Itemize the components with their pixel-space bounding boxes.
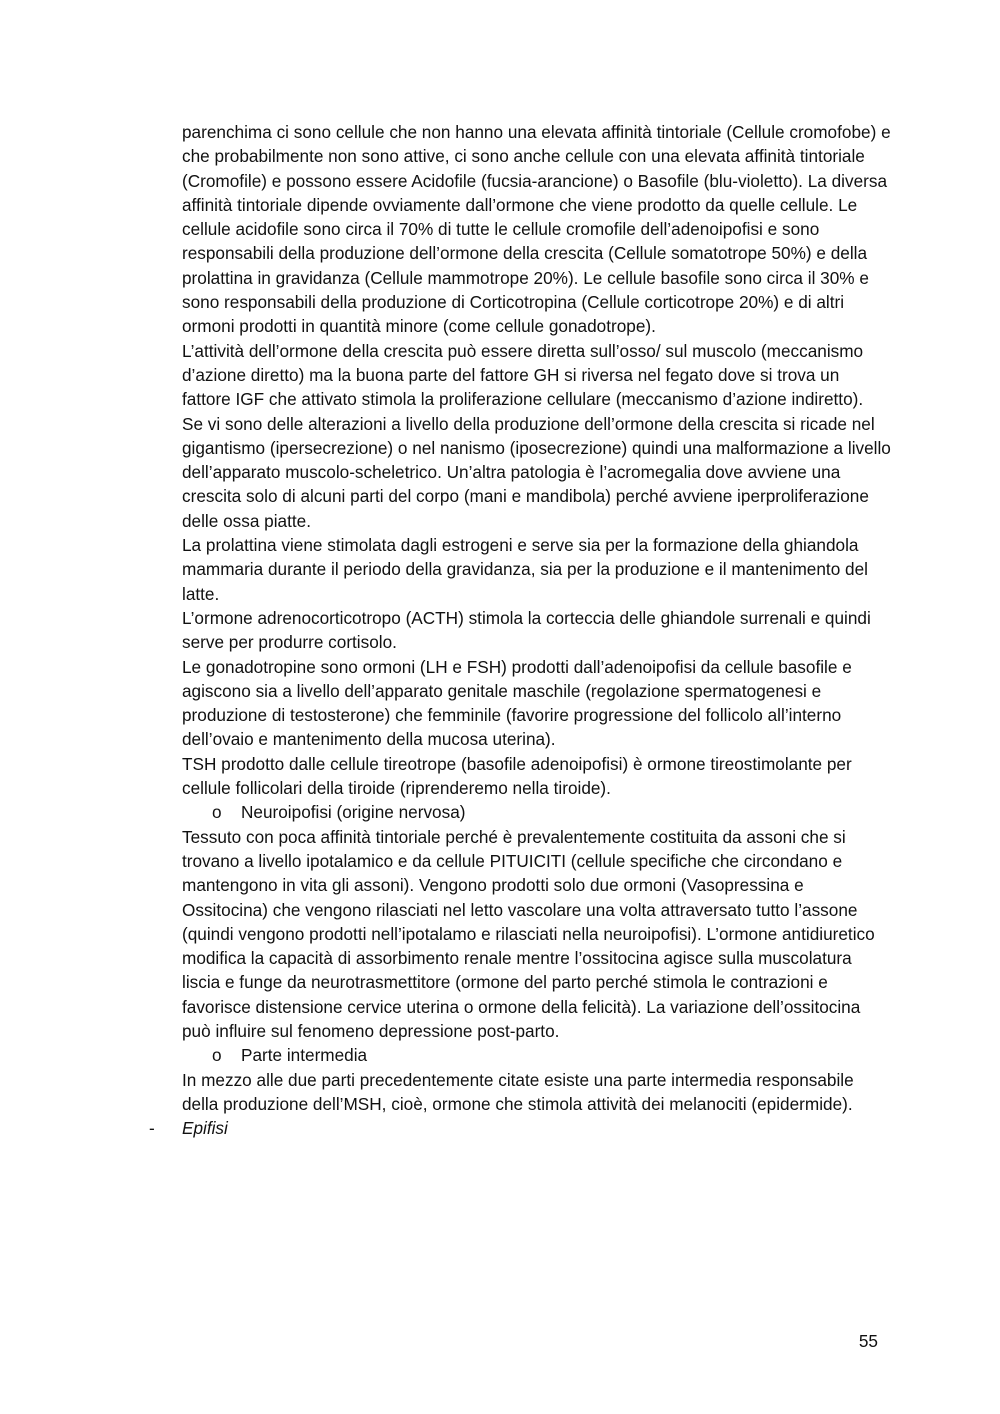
paragraph-prolactin: La prolattina viene stimolata dagli estrogeni e serve sia per la formazione della ghiandola mammaria durante il periodo della gravidanza, sia per la produzione e il mantenimento del latte.	[182, 535, 868, 604]
subheading-neuroipofisi	[182, 800, 892, 824]
paragraph-growth-hormone: L’attività dell’ormone della crescita può essere diretta sull’osso/ sul muscolo (meccanismo d’azione diretto) ma la buona parte del fattore GH si riversa nel fegato dove si trova un fattore IGF che attivato stimola la proliferazione cellulare (meccanismo d’azione indiretto).	[182, 340, 864, 410]
circle-bullet-icon: o	[212, 1045, 222, 1066]
paragraph-growth-disorders: Se vi sono delle alterazioni a livello della produzione dell’ormone della crescita si ricade nel gigantismo (ipersecrezione) o nel nanismo (iposecrezione) quindi una malformazione a livello dell’apparato muscolo-scheletrico. Un’altra patologia è l’acromegalia dove avviene una crescita solo di alcuni parti del corpo (mani e mandibola) perché avviene iperproliferazione delle ossa piatte.	[182, 413, 891, 531]
subheading-label: Neuroipofisi (origine nervosa)	[241, 802, 466, 823]
paragraph-parte-intermedia: In mezzo alle due parti precedentemente citate esiste una parte intermedia responsabile della produzione dell’MSH, cioè, ormone che stimola attività dei melanociti (epidermide).	[182, 1069, 854, 1114]
list-item-label: Epifisi	[182, 1118, 228, 1139]
page-number: 55	[858, 1331, 878, 1351]
page-content	[149, 120, 892, 1140]
circle-bullet-icon: o	[212, 802, 222, 823]
list-item-epifisi	[149, 1116, 892, 1140]
paragraph-gonadotropins: Le gonadotropine sono ormoni (LH e FSH) prodotti dall’adenoipofisi da cellule basofile e agiscono sia a livello dell’apparato genitale maschile (regolazione spermatogenesi e produzione di testosterone) che femminile (favorire progressione del follicolo all’interno dell’ovaio e mantenimento della mucosa uterina).	[182, 656, 852, 750]
subheading-label: Parte intermedia	[241, 1045, 368, 1066]
paragraph-acth: L’ormone adrenocorticotropo (ACTH) stimola la corteccia delle ghiandole surrenali e quindi serve per produrre cortisolo.	[182, 607, 871, 653]
subheading-parte-intermedia	[182, 1043, 892, 1067]
dash-bullet-icon: -	[149, 1118, 155, 1139]
paragraph-cell-types: parenchima ci sono cellule che non hanno una elevata affinità tintoriale (Cellule cromofobe) e che probabilmente non sono attive, ci sono anche cellule con una elevata affinità tintoriale (Cromofile) e possono essere Acidofile (fucsia-arancione) o Basofile (blu-violetto). La diversa affinità tintoriale dipende ovviamente dall’ormone che viene prodotto da quelle cellule. Le cellule acidofile sono circa il 70% di tutte le cellule cromofile dell’adenoipofisi e sono responsabili della produzione dell’ormone della crescita (Cellule somatotrope 50%) e della prolattina in gravidanza (Cellule mammotrope 20%). Le cellule basofile sono circa il 30% e sono responsabili della produzione di Corticotropina (Cellule corticotrope 20%) e di altri ormoni prodotti in quantità minore (come cellule gonadotrope).	[182, 122, 891, 337]
paragraph-tsh: TSH prodotto dalle cellule tireotrope (basofile adenoipofisi) è ormone tireostimolante per cellule follicolari della tiroide (riprenderemo nella tiroide).	[182, 753, 852, 799]
paragraph-neuroipofisi: Tessuto con poca affinità tintoriale perché è prevalentemente costituita da assoni che si trovano a livello ipotalamico e da cellule PITUICITI (cellule specifiche che circondano e mantengono in vita gli assoni). Vengono prodotti solo due ormoni (Vasopressina e Ossitocina) che vengono rilasciati nel letto vascolare una volta attraversato tutto l’assone (quindi vengono prodotti nell’ipotalamo e rilasciati nella neuroipofisi). L’ormone antidiuretico modifica la capacità di assorbimento renale mentre l’ossitocina agisce sulla muscolatura liscia e funge da neurotrasmettitore (ormone del parto perché stimola le contrazioni e favorisce distensione cervice uterina o ormone della felicità). La variazione dell’ossitocina può influire sul fenomeno depressione post-parto.	[182, 826, 875, 1041]
